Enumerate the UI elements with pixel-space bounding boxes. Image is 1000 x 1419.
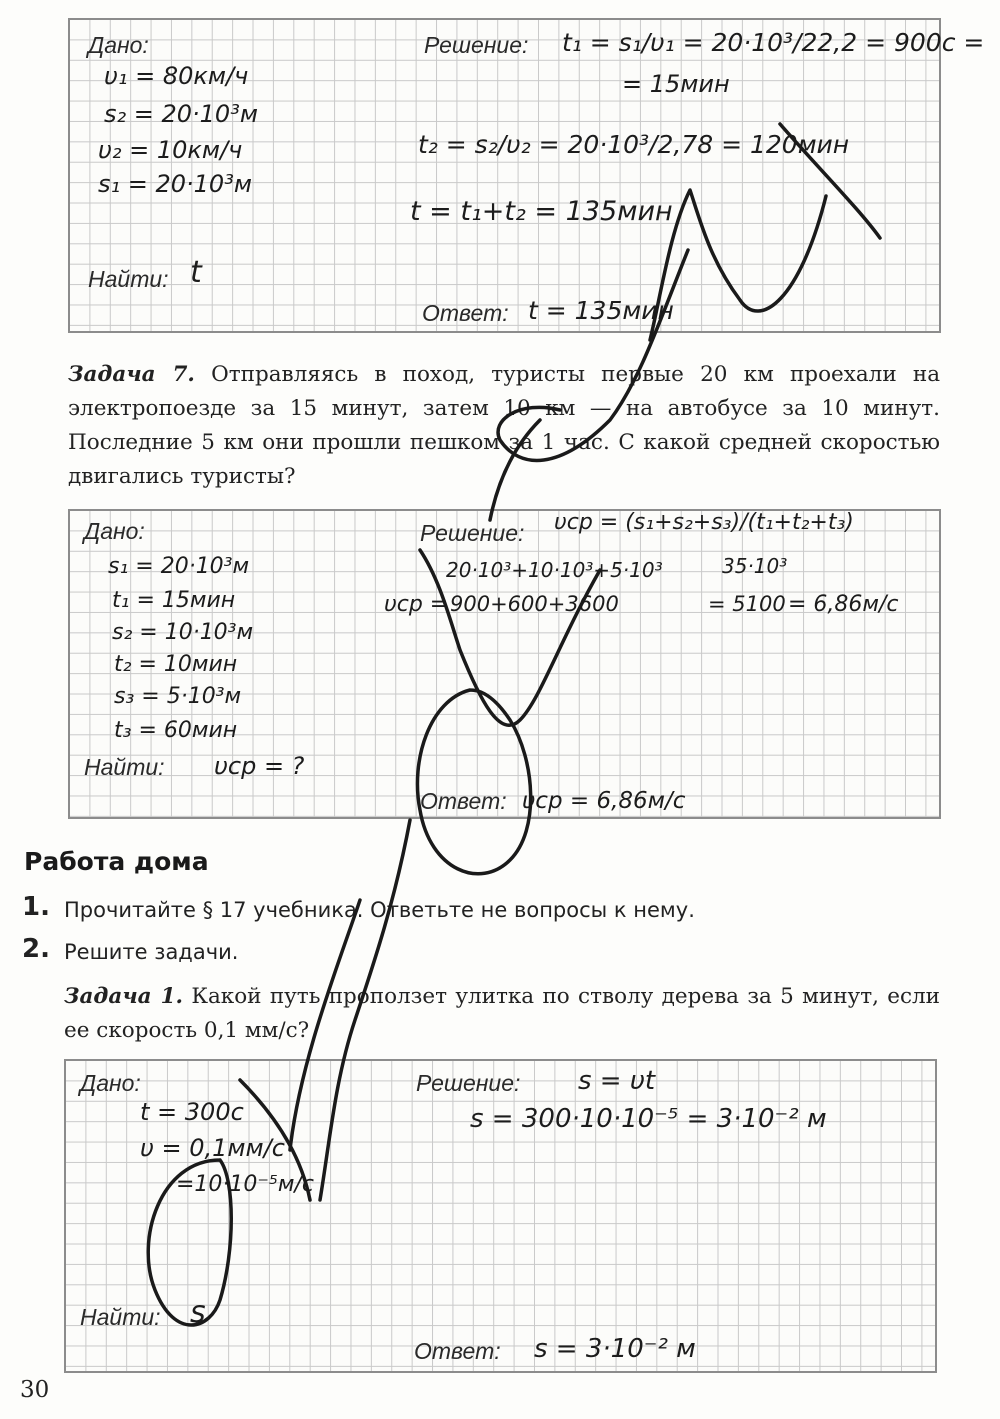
given-line: υ₂ = 10км/ч (98, 136, 243, 164)
solution-line: = 15мин (622, 70, 730, 98)
task-label: Задача 1. (64, 984, 184, 1009)
answer-value: υср = 6,86м/с (522, 788, 686, 814)
given-label: Дано: (88, 32, 149, 58)
given-line: t₃ = 60мин (114, 718, 238, 743)
solution-line: t₂ = s₂/υ₂ = 20·10³/2,78 = 120мин (418, 130, 850, 159)
given-label: Дано: (80, 1070, 141, 1096)
given-line: s₁ = 20·10³м (98, 170, 252, 198)
solution-numerator: 20·10³+10·10³+5·10³ (446, 558, 663, 582)
given-line: υ₁ = 80км/ч (104, 62, 249, 90)
task-text: Какой путь проползет улитка по стволу дерева за 5 минут, если ее скорость 0,1 мм/с? (64, 984, 940, 1043)
solution-result: = 6,86м/с (788, 592, 899, 617)
solution-formula: s = υt (578, 1066, 656, 1096)
answer-value: s = 3·10⁻² м (534, 1334, 696, 1364)
answer-label: Ответ: (422, 300, 509, 326)
solution-label: Решение: (416, 1070, 521, 1096)
step-number: 1. (22, 892, 50, 922)
task-text: Отправляясь в поход, туристы первые 20 км проехали на электропоезде за 15 минут, затем 10 км — на автобусе за 10 минут. Последние 5 км они прошли пешком за 1 час. С какой средней скоростью двигались туристы? (68, 362, 941, 489)
answer-label: Ответ: (420, 788, 507, 814)
solution-label: Решение: (424, 32, 529, 58)
solution-fraction-num: 35·10³ (722, 554, 788, 578)
step-text: Решите задачи. (64, 940, 239, 964)
step-text: Прочитайте § 17 учебника. Ответьте не вопросы к нему. (64, 898, 695, 922)
given-line: t₁ = 15мин (112, 588, 236, 613)
given-line: s₁ = 20·10³м (108, 554, 250, 579)
solution-denominator: 900+600+3600 (450, 592, 619, 616)
answer-value: t = 135мин (528, 296, 674, 325)
task-label: Задача 7. (68, 362, 195, 387)
task-1 (64, 980, 940, 1048)
find-value: t (190, 255, 202, 290)
given-line: s₂ = 10·10³м (112, 620, 254, 645)
given-label: Дано: (84, 518, 145, 544)
find-label: Найти: (80, 1304, 161, 1330)
task-7 (68, 358, 940, 494)
solution-line: t = t₁+t₂ = 135мин (410, 196, 673, 227)
solution-lhs: υср = (384, 592, 449, 617)
given-line: υ = 0,1мм/с (140, 1134, 285, 1162)
given-line: t = 300с (140, 1098, 244, 1126)
find-value: s (190, 1295, 206, 1330)
solution-fraction-den: = 5100 (708, 592, 786, 616)
answer-label: Ответ: (414, 1338, 501, 1364)
step-number: 2. (22, 934, 50, 964)
solution-formula: υср = (s₁+s₂+s₃)/(t₁+t₂+t₃) (554, 510, 854, 535)
find-label: Найти: (88, 266, 169, 292)
page-number: 30 (20, 1377, 50, 1403)
given-line: s₃ = 5·10³м (114, 684, 242, 709)
homework-title: Работа дома (24, 847, 209, 876)
find-label: Найти: (84, 754, 165, 780)
given-line: =10·10⁻⁵м/с (176, 1172, 314, 1197)
solution-label: Решение: (420, 520, 525, 546)
given-line: t₂ = 10мин (114, 652, 238, 677)
given-line: s₂ = 20·10³м (104, 100, 258, 128)
find-value: υср = ? (214, 752, 305, 780)
solution-line: t₁ = s₁/υ₁ = 20·10³/22,2 = 900с = (562, 28, 985, 57)
solution-calc: s = 300·10·10⁻⁵ = 3·10⁻² м (470, 1104, 827, 1134)
